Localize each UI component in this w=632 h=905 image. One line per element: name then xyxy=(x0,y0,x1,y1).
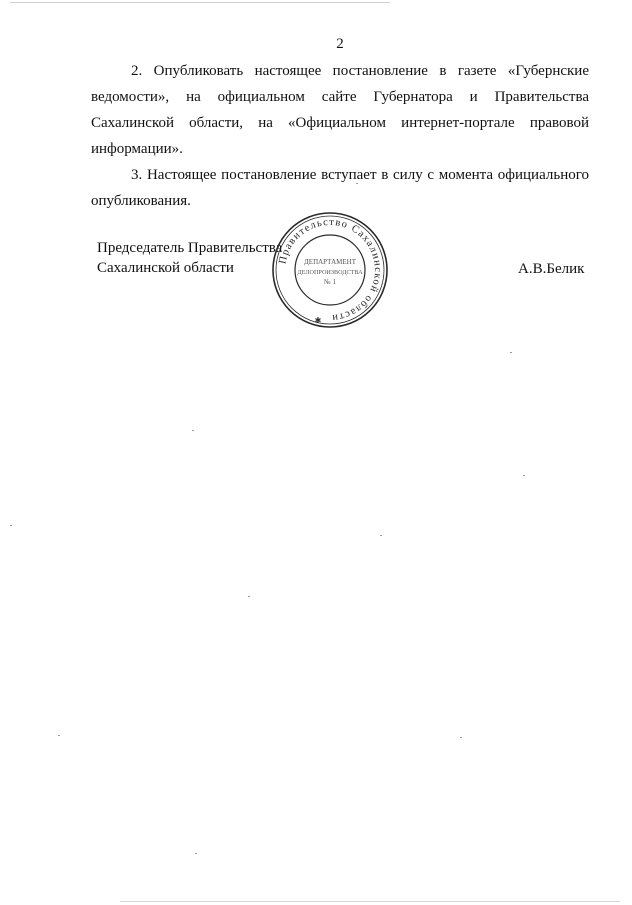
scan-speck xyxy=(380,535,382,536)
scan-speck xyxy=(192,430,194,431)
scan-speck xyxy=(510,352,512,353)
scan-speck xyxy=(248,596,250,597)
document-body xyxy=(91,58,589,214)
signatory-name: А.В.Белик xyxy=(518,261,585,277)
seal-graphic xyxy=(270,210,390,330)
page-number: 2 xyxy=(336,36,344,52)
paragraph-3-effective-date: 3. Настоящее постановление вступает в силу с момента официального опубликования. xyxy=(91,167,589,209)
seal-star-icon: ✱ xyxy=(314,316,322,325)
scan-speck xyxy=(356,183,358,184)
scan-speck xyxy=(58,735,60,736)
seal-center-line-2: ДЕЛОПРОИЗВОДСТВА xyxy=(297,269,363,276)
signatory-position-line-2: Сахалинской области xyxy=(97,260,234,276)
scan-speck xyxy=(195,853,197,854)
seal-center-line-3: № 1 xyxy=(324,278,336,286)
official-seal xyxy=(270,210,390,330)
scan-top-edge xyxy=(10,2,390,3)
seal-ring-text: Правительство Сахалинской области xyxy=(277,216,384,324)
scan-speck xyxy=(10,525,12,526)
scan-speck xyxy=(523,475,525,476)
scan-speck xyxy=(460,737,462,738)
seal-center-line-1: ДЕПАРТАМЕНТ xyxy=(304,258,356,266)
signatory-position xyxy=(97,238,282,278)
scan-bottom-edge xyxy=(120,901,620,902)
signatory-position-line-1: Председатель Правительства xyxy=(97,240,283,256)
paragraph-2-publication: 2. Опубликовать настоящее постановление в газете «Губернские ведомости», на официальном сайте Губернатора и Правительства Сахалинской области, на «Официальном интернет-портале правовой информации». xyxy=(91,63,589,157)
